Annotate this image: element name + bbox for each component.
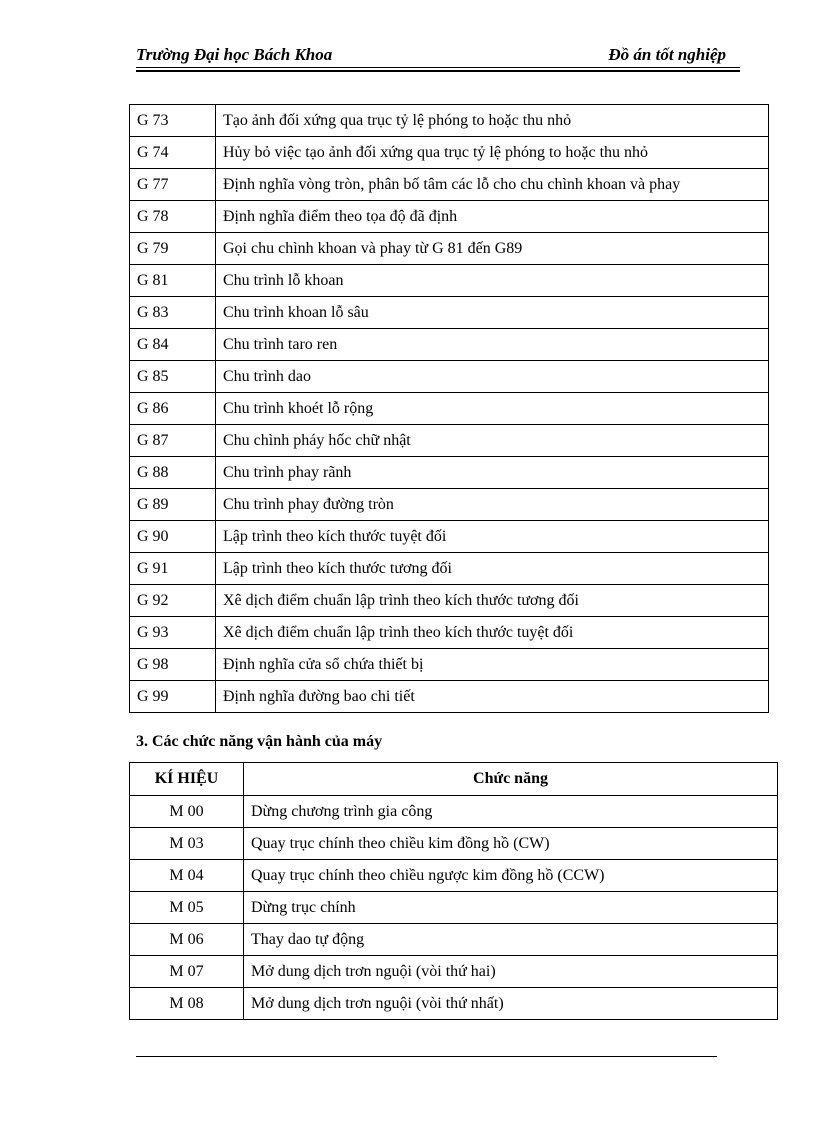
m-code: M 03 xyxy=(130,828,244,860)
g-description: Xê dịch điểm chuẩn lập trình theo kích thước tuyệt đối xyxy=(216,617,769,649)
g-description: Định nghĩa điểm theo tọa độ đã định xyxy=(216,201,769,233)
table-row xyxy=(130,649,769,681)
m-description: Mở dung dịch trơn nguội (vòi thứ nhất) xyxy=(244,988,778,1020)
g-code: G 77 xyxy=(130,169,216,201)
footer-rule xyxy=(136,1056,717,1057)
header-code: KÍ HIỆU xyxy=(130,763,244,796)
m-code: M 07 xyxy=(130,956,244,988)
g-description: Hủy bỏ việc tạo ảnh đối xứng qua trục tỷ lệ phóng to hoặc thu nhỏ xyxy=(216,137,769,169)
m-description: Mở dung dịch trơn nguội (vòi thứ hai) xyxy=(244,956,778,988)
table-row xyxy=(130,393,769,425)
g-description: Định nghĩa cửa sổ chứa thiết bị xyxy=(216,649,769,681)
g-description: Chu trình khoét lỗ rộng xyxy=(216,393,769,425)
header-function: Chức năng xyxy=(244,763,778,796)
g-description: Chu trình khoan lỗ sâu xyxy=(216,297,769,329)
header-rule xyxy=(136,67,740,68)
m-description: Quay trục chính theo chiều ngược kim đồng hồ (CCW) xyxy=(244,860,778,892)
table-row xyxy=(130,860,778,892)
g-description: Chu chình pháy hốc chữ nhật xyxy=(216,425,769,457)
g-code: G 73 xyxy=(130,105,216,137)
g-description: Chu trình phay rãnh xyxy=(216,457,769,489)
g-code: G 93 xyxy=(130,617,216,649)
g-code: G 86 xyxy=(130,393,216,425)
g-description: Lập trình theo kích thước tương đối xyxy=(216,553,769,585)
table-row xyxy=(130,425,769,457)
table-row xyxy=(130,617,769,649)
table-row xyxy=(130,681,769,713)
g-code: G 98 xyxy=(130,649,216,681)
table-row xyxy=(130,361,769,393)
table-row xyxy=(130,233,769,265)
header-school: Trường Đại học Bách Khoa xyxy=(136,45,333,64)
g-code: G 84 xyxy=(130,329,216,361)
page-header xyxy=(136,45,740,69)
table-header-row xyxy=(130,763,778,796)
table-row xyxy=(130,329,769,361)
g-description: Chu trình lỗ khoan xyxy=(216,265,769,297)
m-code: M 04 xyxy=(130,860,244,892)
g-code: G 85 xyxy=(130,361,216,393)
g-description: Chu trình phay đường tròn xyxy=(216,489,769,521)
g-description: Tạo ảnh đối xứng qua trục tỷ lệ phóng to hoặc thu nhỏ xyxy=(216,105,769,137)
g-code: G 88 xyxy=(130,457,216,489)
g-code: G 87 xyxy=(130,425,216,457)
table-row xyxy=(130,585,769,617)
table-row xyxy=(130,457,769,489)
table-row xyxy=(130,828,778,860)
header-rule-thick xyxy=(136,70,740,72)
m-code: M 05 xyxy=(130,892,244,924)
g-description: Chu trình dao xyxy=(216,361,769,393)
m-description: Dừng chương trình gia công xyxy=(244,796,778,828)
m-description: Dừng trục chính xyxy=(244,892,778,924)
g-code: G 90 xyxy=(130,521,216,553)
g-description: Xê dịch điểm chuẩn lập trình theo kích thước tương đối xyxy=(216,585,769,617)
table-row xyxy=(130,201,769,233)
g-code: G 78 xyxy=(130,201,216,233)
g-code: G 83 xyxy=(130,297,216,329)
table-row xyxy=(130,956,778,988)
section-title: 3. Các chức năng vận hành của máy xyxy=(136,733,383,750)
m-code: M 00 xyxy=(130,796,244,828)
table-row xyxy=(130,297,769,329)
table-row xyxy=(130,553,769,585)
table-row xyxy=(130,924,778,956)
table-row xyxy=(130,489,769,521)
table-row xyxy=(130,137,769,169)
m-code-table xyxy=(129,762,778,1020)
g-description: Định nghĩa đường bao chi tiết xyxy=(216,681,769,713)
g-code: G 99 xyxy=(130,681,216,713)
m-code: M 06 xyxy=(130,924,244,956)
g-code: G 91 xyxy=(130,553,216,585)
m-code: M 08 xyxy=(130,988,244,1020)
g-code: G 74 xyxy=(130,137,216,169)
header-title: Đồ án tốt nghiệp xyxy=(608,45,726,64)
table-row xyxy=(130,988,778,1020)
table-row xyxy=(130,892,778,924)
g-code-table xyxy=(129,104,769,713)
g-code: G 81 xyxy=(130,265,216,297)
m-description: Thay dao tự động xyxy=(244,924,778,956)
g-description: Lập trình theo kích thước tuyệt đối xyxy=(216,521,769,553)
table-row xyxy=(130,105,769,137)
g-description: Định nghĩa vòng tròn, phân bố tâm các lỗ cho chu chình khoan và phay xyxy=(216,169,769,201)
g-code: G 89 xyxy=(130,489,216,521)
table-row xyxy=(130,169,769,201)
g-code: G 92 xyxy=(130,585,216,617)
table-row xyxy=(130,521,769,553)
m-description: Quay trục chính theo chiều kim đồng hồ (CW) xyxy=(244,828,778,860)
g-description: Chu trình taro ren xyxy=(216,329,769,361)
table-row xyxy=(130,796,778,828)
g-description: Gọi chu chình khoan và phay từ G 81 đến G89 xyxy=(216,233,769,265)
table-row xyxy=(130,265,769,297)
g-code: G 79 xyxy=(130,233,216,265)
